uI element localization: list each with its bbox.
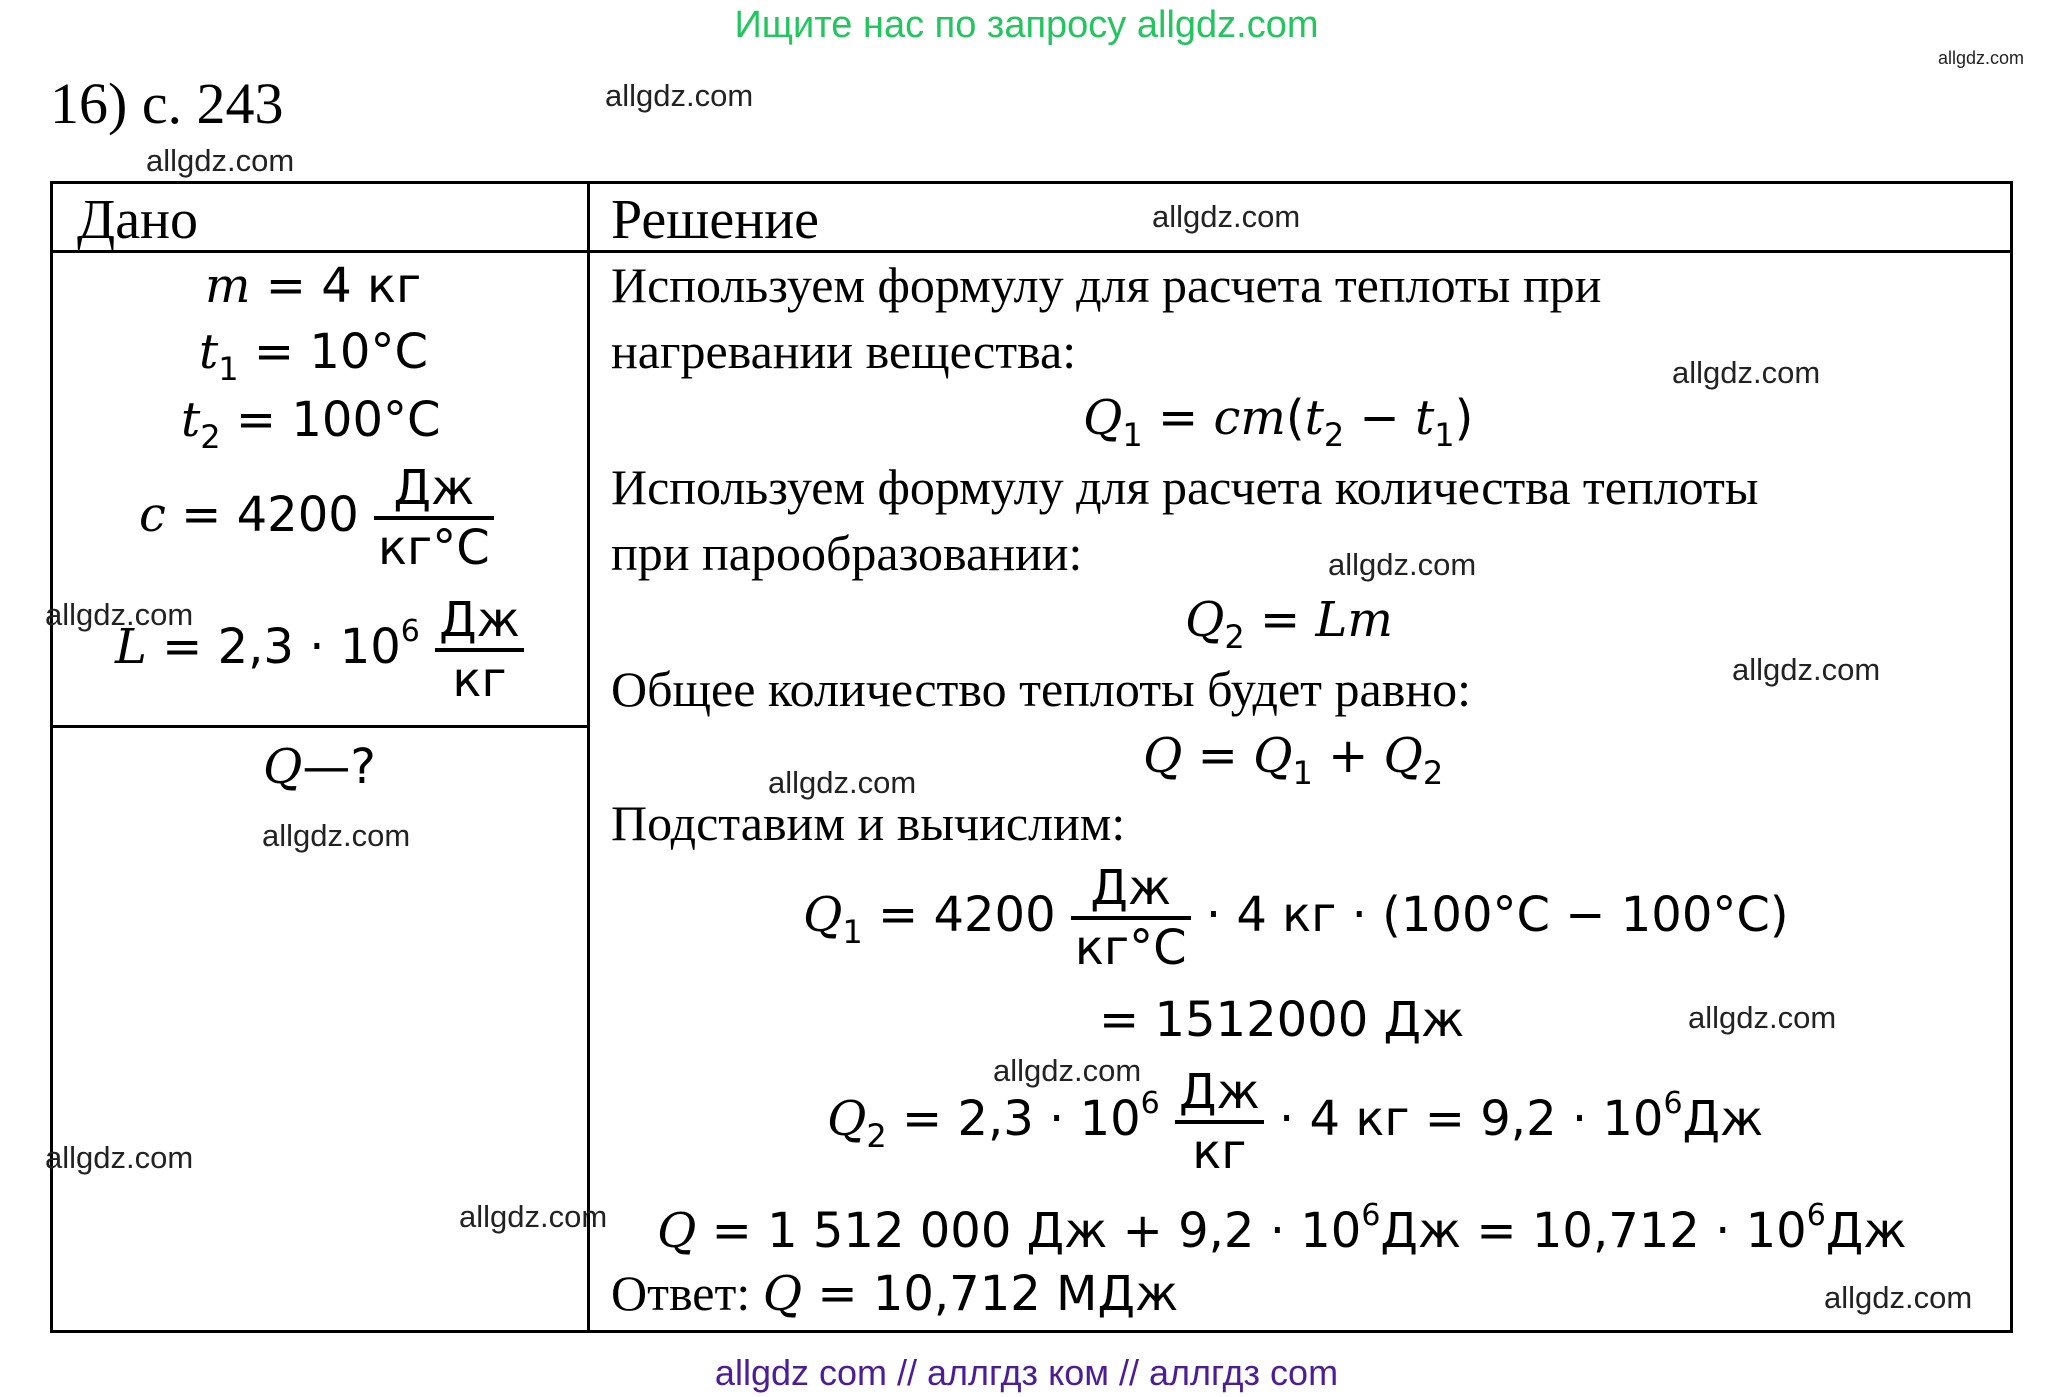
watermark: allgdz.com <box>1824 1280 1973 1315</box>
footer-links: allgdz com // аллгдз ком // аллгдз com <box>714 1352 1339 1393</box>
watermark: allgdz.com <box>45 1140 194 1175</box>
answer-line <box>611 1264 1178 1322</box>
calc-q-total: Q = 1 512 000 Дж + $9,2 \cdot 10^6Дж = 10,712 \cdot 10^6Дж$ <box>657 1198 1907 1259</box>
watermark: allgdz.com <box>1328 547 1477 582</box>
solution-line-4: при парообразовании: <box>611 525 1083 581</box>
given-latent-heat: $L = 2,3 \cdot 10^6$ $\frac{Дж}{кг}$ <box>115 592 524 708</box>
solution-line-6: Подставим и вычислим: <box>611 795 1126 851</box>
watermark: allgdz.com <box>768 765 917 800</box>
watermark: allgdz.com <box>1672 355 1821 390</box>
header-solution: Решение <box>611 189 820 251</box>
watermark: allgdz.com <box>993 1053 1142 1088</box>
watermark: allgdz.com <box>605 78 754 113</box>
solution-line-2: нагревании вещества: <box>611 323 1077 379</box>
watermark: allgdz.com <box>45 597 194 632</box>
calc-q2: $Q_2 = 2,3 \cdot 10^6$ $\frac{Дж}{кг}$ · 4 кг = $9,2 \cdot 10^6Дж$ <box>827 1064 1764 1180</box>
formula-q1: $Q_1 = cm(t_2 - t_1)$ <box>1083 390 1474 454</box>
given-t1: $t_1 = 10^\circ C$ <box>199 324 428 388</box>
answer-label: Ответ: <box>611 1265 763 1321</box>
watermark: allgdz.com <box>459 1199 608 1234</box>
watermark: allgdz.com <box>1938 48 2025 68</box>
watermark: allgdz.com <box>146 143 295 178</box>
solution-line-3: Используем формулу для расчета количества теплоты <box>611 459 1759 515</box>
solution-line-1: Используем формулу для расчета теплоты при <box>611 257 1602 313</box>
table-divider-header <box>53 250 2010 253</box>
calc-q1: $Q_1 = 4200$ $\frac{Дж}{кг^\circ C}$ · 4 кг · (100°C − 100°C) <box>803 860 1789 976</box>
task-title: 16) с. 243 <box>50 71 284 136</box>
watermark: allgdz.com <box>262 818 411 853</box>
given-specific-heat: c = 4200 $\frac{Дж}{кг^\circ C}$ <box>139 460 494 576</box>
top-banner: Ищите нас по запросу allgdz.com <box>734 4 1319 46</box>
find-q: Q—? <box>263 739 376 795</box>
watermark: allgdz.com <box>1732 652 1881 687</box>
table-divider-vertical <box>587 184 590 1330</box>
calc-q1-result: = 1512000 Дж <box>1099 992 1465 1048</box>
watermark: allgdz.com <box>1688 1000 1837 1035</box>
watermark: allgdz.com <box>1152 199 1301 234</box>
table-divider-given <box>53 725 590 728</box>
formula-q-total: $Q = Q_1 + Q_2$ <box>1143 728 1444 792</box>
answer-value: Q = 10,712 МДж <box>762 1266 1179 1322</box>
solution-table <box>50 181 2013 1333</box>
solution-line-5: Общее количество теплоты будет равно: <box>611 661 1471 717</box>
given-mass: m = 4 кг <box>205 258 422 314</box>
given-t2: $t_2 = 100^\circ C$ <box>181 392 441 456</box>
formula-q2: $Q_2 = Lm$ <box>1185 592 1393 656</box>
header-given: Дано <box>77 189 199 251</box>
